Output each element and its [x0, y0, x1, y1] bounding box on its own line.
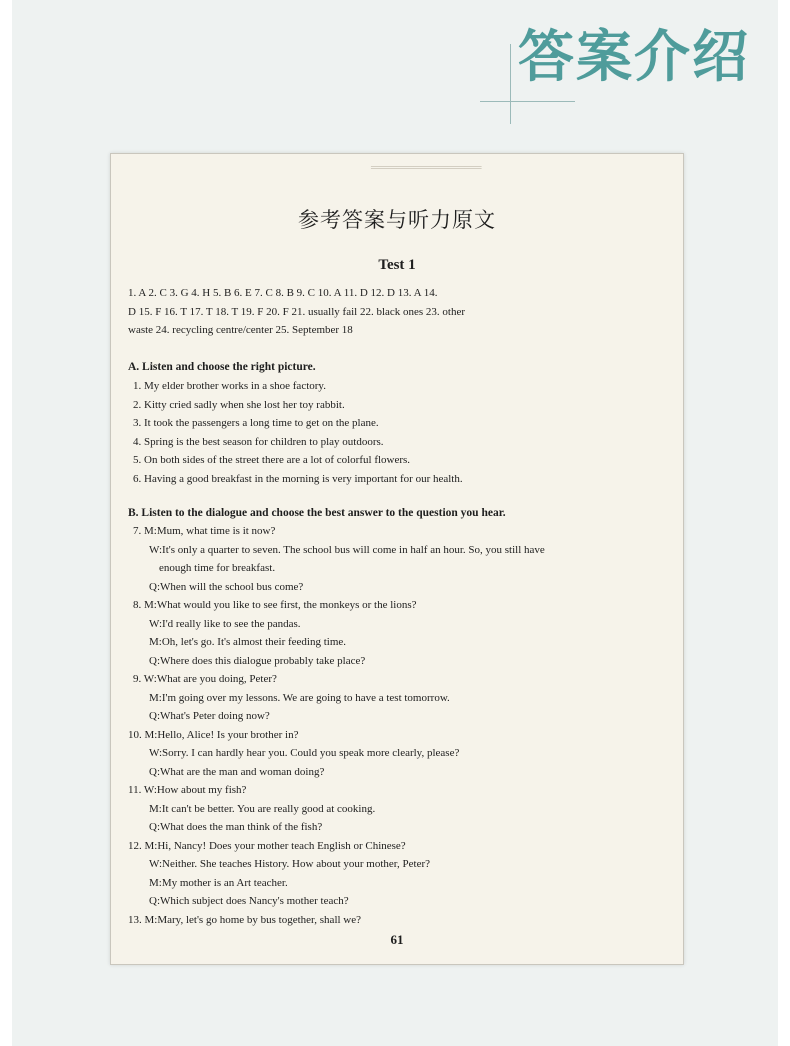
banner-rule-vertical	[510, 44, 511, 124]
dialogue-line: M:It can't be better. You are really good at cooking.	[149, 802, 376, 815]
right-margin	[778, 0, 790, 1046]
dialogue-line: Q:What does the man think of the fish?	[149, 821, 323, 833]
dialogue-line: 7. M:Mum, what time is it now?	[133, 525, 276, 537]
section-a-item: 1. My elder brother works in a shoe factory.	[133, 380, 326, 392]
section-a-item: 3. It took the passengers a long time to get on the plane.	[133, 417, 379, 429]
dialogue-line: M:My mother is an Art teacher.	[149, 876, 288, 889]
answer-line: waste 24. recycling centre/center 25. September 18	[128, 324, 353, 336]
dialogue-line: Q:What are the man and woman doing?	[149, 765, 325, 778]
dialogue-line: M:I'm going over my lessons. We are going to have a test tomorrow.	[149, 691, 450, 704]
section-a-item: 4. Spring is the best season for children to play outdoors.	[133, 435, 384, 448]
page-number: 61	[390, 932, 404, 947]
dialogue-line: M:Oh, let's go. It's almost their feeding time.	[149, 636, 347, 648]
left-margin	[0, 0, 12, 1046]
dialogue-line: Q:Which subject does Nancy's mother teach?	[149, 895, 349, 907]
bleed-through-decoration: ═════════════	[371, 160, 482, 174]
section-b-heading: B. Listen to the dialogue and choose the best answer to the question you hear.	[128, 507, 506, 519]
section-a-item: 2. Kitty cried sadly when she lost her toy rabbit.	[133, 398, 345, 411]
page-title: 参考答案与听力原文	[298, 208, 496, 232]
dialogue-line: Q:When will the school bus come?	[149, 580, 304, 593]
dialogue-line: Q:What's Peter doing now?	[149, 710, 270, 722]
dialogue-line: 8. M:What would you like to see first, the monkeys or the lions?	[133, 599, 417, 611]
dialogue-line: 11. W:How about my fish?	[128, 784, 247, 796]
section-a-item: 5. On both sides of the street there are a lot of colorful flowers.	[133, 454, 411, 466]
section-a-heading: A. Listen and choose the right picture.	[128, 361, 316, 373]
answer-line: 1. A 2. C 3. G 4. H 5. B 6. E 7. C 8. B 9. C 10. A 11. D 12. D 13. A 14.	[128, 287, 438, 299]
dialogue-line: W:Sorry. I can hardly hear you. Could you speak more clearly, please?	[149, 747, 460, 759]
answer-page	[110, 153, 684, 965]
dialogue-line: enough time for breakfast.	[159, 562, 276, 574]
test-title: Test 1	[378, 257, 416, 273]
answer-line: D 15. F 16. T 17. T 18. T 19. F 20. F 21. usually fail 22. black ones 23. other	[128, 306, 466, 318]
dialogue-line: 10. M:Hello, Alice! Is your brother in?	[128, 728, 299, 741]
dialogue-line: 9. W:What are you doing, Peter?	[133, 673, 277, 685]
dialogue-line: Q:Where does this dialogue probably take place?	[149, 654, 366, 667]
banner-title: 答案介绍	[518, 25, 750, 90]
dialogue-line: 13. M:Mary, let's go home by bus together, shall we?	[128, 913, 362, 926]
dialogue-line: W:I'd really like to see the pandas.	[149, 617, 301, 630]
dialogue-line: W:It's only a quarter to seven. The school bus will come in half an hour. So, you still have	[149, 543, 545, 556]
dialogue-line: 12. M:Hi, Nancy! Does your mother teach English or Chinese?	[128, 839, 406, 852]
section-a-item: 6. Having a good breakfast in the morning is very important for our health.	[133, 472, 463, 485]
banner-rule-horizontal	[480, 101, 575, 102]
dialogue-line: W:Neither. She teaches History. How about your mother, Peter?	[149, 858, 430, 870]
